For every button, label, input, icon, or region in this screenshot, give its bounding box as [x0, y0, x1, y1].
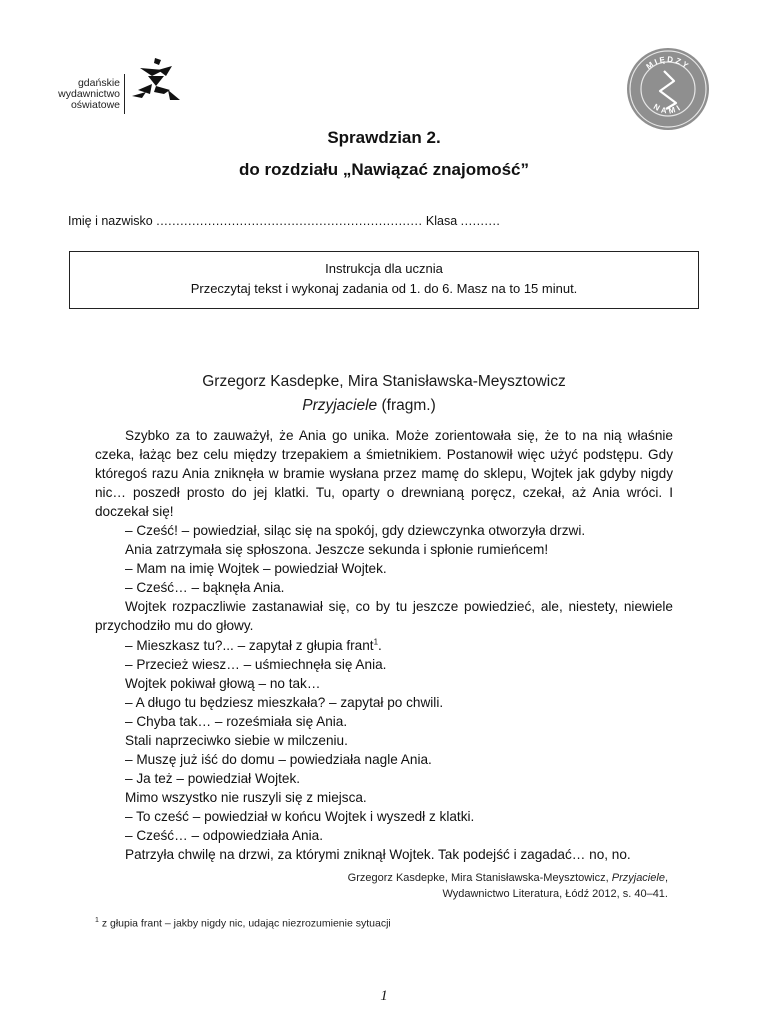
paragraph: Stali naprzeciwko siebie w milczeniu. — [125, 732, 348, 748]
name-field[interactable]: ................................................................... — [156, 214, 423, 228]
excerpt-authors: Grzegorz Kasdepke, Mira Stanisławska-Meysztowicz — [202, 373, 566, 390]
excerpt-text — [95, 426, 673, 864]
source-line-1 — [200, 870, 668, 886]
instruction-heading: Instrukcja dla ucznia — [325, 261, 443, 276]
tangram-figure-icon — [130, 56, 186, 104]
paragraph-text: – Mieszkasz tu?... – zapytał z głupia frant — [125, 637, 374, 653]
footnote-number: 1 — [95, 917, 99, 924]
paragraph: – Mam na imię Wojtek – powiedział Wojtek. — [125, 561, 387, 577]
footnote-marker[interactable]: 1 — [373, 636, 379, 646]
work-title: Przyjaciele — [302, 397, 378, 414]
test-subtitle: do rozdziału „Nawiązać znajomość” — [238, 160, 529, 179]
source-authors: Grzegorz Kasdepke, Mira Stanisławska-Meysztowicz, — [347, 872, 609, 884]
class-label: Klasa — [425, 214, 458, 228]
paragraph: – To cześć – powiedział w końcu Wojtek i wyszedł z klatki. — [125, 808, 475, 824]
test-title: Sprawdzian 2. — [327, 128, 441, 147]
paragraph: – Cześć… – odpowiedziała Ania. — [125, 827, 323, 843]
instruction-text: Przeczytaj tekst i wykonaj zadania od 1. do 6. Masz na to 15 minut. — [190, 281, 578, 296]
paragraph: Wojtek rozpaczliwie zastanawiał się, co by tu jeszcze powiedzieć, ale, niestety, niewiele przychodziło mu do głowy. — [95, 599, 673, 634]
footnote-marker-suffix: . — [378, 637, 382, 653]
badge-bottom-text: NAMI — [651, 102, 685, 116]
instruction-box — [69, 251, 699, 309]
paragraph: – Muszę już iść do domu – powiedziała nagle Ania. — [125, 751, 432, 767]
paragraph: – Chyba tak… – roześmiała się Ania. — [125, 713, 348, 729]
source-title: Przyjaciele — [611, 872, 665, 884]
publisher-line-2: wydawnictwo — [58, 88, 120, 100]
paragraph: Ania zatrzymała się spłoszona. Jeszcze sekunda i spłonie rumieńcem! — [125, 542, 549, 558]
publisher-divider — [124, 74, 125, 114]
paragraph: – A długo tu będziesz mieszkała? – zapytał po chwili. — [125, 694, 444, 710]
paragraph: Mimo wszystko nie ruszyli się z miejsca. — [125, 789, 367, 805]
paragraph: – Ja też – powiedział Wojtek. — [125, 770, 301, 786]
badge-top-text: MIĘDZY — [644, 54, 692, 72]
footnote-text: z głupia frant – jakby nigdy nic, udając niezrozumienie sytuacji — [101, 917, 391, 930]
between-us-series-badge — [626, 47, 710, 131]
publisher-logo — [50, 46, 190, 114]
work-note: (fragm.) — [381, 397, 436, 414]
paragraph: Szybko za to zauważył, że Ania go unika. Może zorientowała się, że to na nią właśnie czeka, łażąc bez celu między trzepakiem a śmietnikiem. Postanowił więc użyć podstępu. Gdy któregoś razu Ania zniknęła w bramie wysłana przez mamę do sklepu, Wojtek jak gdyby nigdy nic… poszedł prosto do jej klatki. Tu, oparty o drewnianą poręcz, czekał, aż Ania wróci. I doczekał się! — [95, 428, 673, 520]
source-line-2: Wydawnictwo Literatura, Łódź 2012, s. 40–41. — [442, 888, 668, 900]
name-label: Imię i nazwisko — [68, 214, 153, 228]
paragraph-with-footnote — [95, 636, 673, 655]
excerpt-work — [0, 397, 738, 415]
publisher-name — [50, 78, 120, 111]
paragraph: Wojtek pokiwał głową – no tak… — [125, 675, 321, 691]
source-comma: , — [664, 872, 668, 884]
paragraph: – Cześć! – powiedział, siląc się na spokój, gdy dziewczynka otworzyła drzwi. — [125, 523, 586, 539]
class-field[interactable]: .......... — [460, 214, 501, 228]
footnote — [95, 917, 391, 930]
page-number: 1 — [380, 988, 388, 1004]
paragraph: – Przecież wiesz… – uśmiechnęła się Ania. — [125, 656, 387, 672]
publisher-line-3: oświatowe — [70, 99, 120, 111]
source-citation — [200, 870, 668, 902]
paragraph: Patrzyła chwilę na drzwi, za którymi zniknął Wojtek. Tak podejść i zagadać… no, no. — [125, 847, 631, 863]
publisher-line-1: gdańskie — [77, 77, 120, 89]
student-name-line — [68, 214, 692, 228]
paragraph: – Cześć… – bąknęła Ania. — [125, 580, 285, 596]
